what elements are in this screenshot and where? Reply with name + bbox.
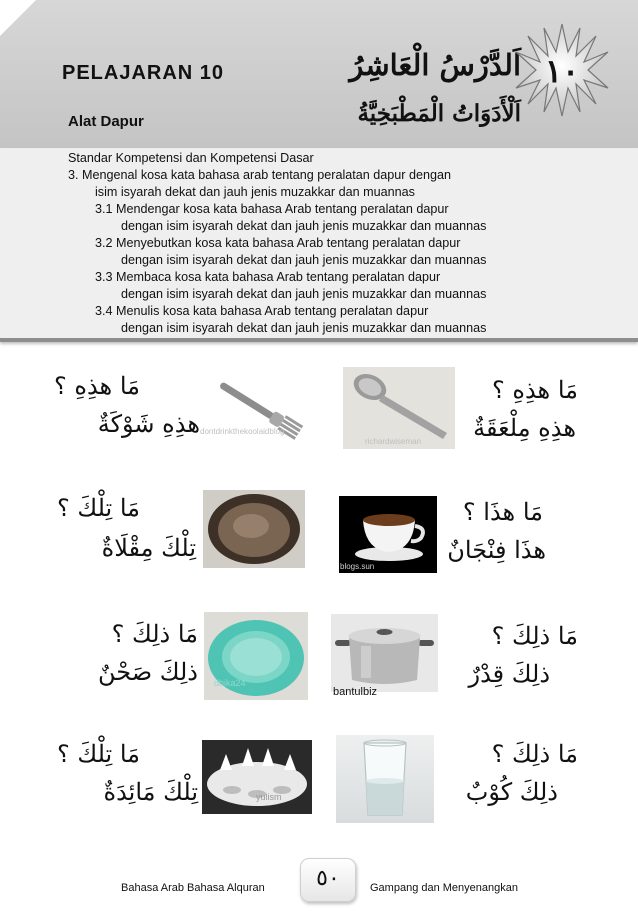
standard-3-4-cont: dengan isim isyarah dekat dan jauh jenis muzakkar dan muannas bbox=[121, 321, 487, 335]
plate-image-credit: dhika24 bbox=[214, 678, 246, 688]
standard-3-cont: isim isyarah dekat dan jauh jenis muzakkar dan muannas bbox=[95, 185, 415, 199]
dining-table-icon bbox=[202, 740, 312, 814]
lesson-header bbox=[0, 0, 638, 148]
dining-table-image bbox=[202, 740, 312, 814]
question-fork: مَا هذِهِ ؟ bbox=[54, 372, 140, 400]
lesson-label: PELAJARAN 10 bbox=[62, 62, 225, 84]
answer-plate: ذلِكَ صَحْنٌ bbox=[98, 658, 198, 686]
question-dining-table: مَا تِلْكَ ؟ bbox=[56, 740, 140, 768]
question-spoon: مَا هذِهِ ؟ bbox=[492, 376, 578, 404]
pot-image bbox=[331, 614, 438, 692]
cup-image-credit: blogs.sun bbox=[340, 562, 375, 571]
standard-3-2: 3.2 Menyebutkan kosa kata bahasa Arab tentang peralatan dapur bbox=[95, 236, 461, 250]
fork-image-credit: dontdrinkthekoolaidblog bbox=[200, 427, 285, 436]
topic-label: Alat Dapur bbox=[68, 113, 144, 130]
spoon-image-credit: richardwiseman bbox=[365, 437, 422, 446]
arabic-topic-title: اَلْأَدَوَاتُ الْمَطْبَخِيَّةُ bbox=[357, 100, 521, 127]
question-glass: مَا ذلِكَ ؟ bbox=[491, 740, 578, 768]
pot-image-credit: bantulbiz bbox=[333, 686, 378, 698]
answer-cup: هذَا فِنْجَانٌ bbox=[447, 536, 546, 564]
standard-3-3-cont: dengan isim isyarah dekat dan jauh jenis muzakkar dan muannas bbox=[121, 287, 487, 301]
answer-dining-table: تِلْكَ مَائِدَةٌ bbox=[103, 778, 198, 806]
question-frying-pan: مَا تِلْكَ ؟ bbox=[56, 494, 140, 522]
answer-frying-pan: تِلْكَ مِقْلَاةٌ bbox=[101, 534, 196, 562]
question-plate: مَا ذلِكَ ؟ bbox=[111, 620, 198, 648]
answer-spoon: هذِهِ مِلْعَقَةٌ bbox=[473, 414, 576, 442]
answer-glass: ذلِكَ كُوْبٌ bbox=[465, 778, 558, 806]
answer-pot: ذلِكَ قِدْرٌ bbox=[468, 660, 550, 688]
glass-image bbox=[336, 735, 434, 823]
footer-right-text: Gampang dan Menyenangkan bbox=[370, 882, 518, 894]
lesson-number-badge bbox=[514, 22, 610, 118]
question-pot: مَا ذلِكَ ؟ bbox=[491, 622, 578, 650]
footer-left-text: Bahasa Arab Bahasa Alquran bbox=[121, 882, 265, 894]
standard-3-4: 3.4 Menulis kosa kata bahasa Arab tentang peralatan dapur bbox=[95, 304, 429, 318]
glass-icon bbox=[336, 735, 434, 823]
competency-standards-box bbox=[0, 148, 638, 342]
starburst-icon bbox=[514, 22, 610, 118]
pot-icon bbox=[331, 614, 438, 692]
arabic-lesson-title: اَلدَّرْسُ الْعَاشِرُ bbox=[349, 48, 521, 82]
header-corner-fold bbox=[0, 0, 36, 36]
standard-3: 3. Mengenal kosa kata bahasa arab tentang peralatan dapur dengan bbox=[68, 168, 452, 182]
standards-heading: Standar Kompetensi dan Kompetensi Dasar bbox=[68, 151, 314, 165]
standard-3-2-cont: dengan isim isyarah dekat dan jauh jenis muzakkar dan muannas bbox=[121, 253, 487, 267]
lesson-number: ١٠ bbox=[544, 52, 580, 90]
answer-fork: هذِهِ شَوْكَةٌ bbox=[97, 410, 200, 438]
dining-table-image-credit: yulism bbox=[256, 792, 282, 802]
frying-pan-icon bbox=[203, 490, 305, 568]
frying-pan-image bbox=[203, 490, 305, 568]
standard-3-1: 3.1 Mendengar kosa kata bahasa Arab tentang peralatan dapur bbox=[95, 202, 449, 216]
standard-3-1-cont: dengan isim isyarah dekat dan jauh jenis muzakkar dan muannas bbox=[121, 219, 487, 233]
page-number: ٥٠ bbox=[300, 858, 356, 902]
standard-3-3: 3.3 Membaca kosa kata bahasa Arab tentang peralatan dapur bbox=[95, 270, 441, 284]
question-cup: مَا هذَا ؟ bbox=[462, 498, 543, 526]
